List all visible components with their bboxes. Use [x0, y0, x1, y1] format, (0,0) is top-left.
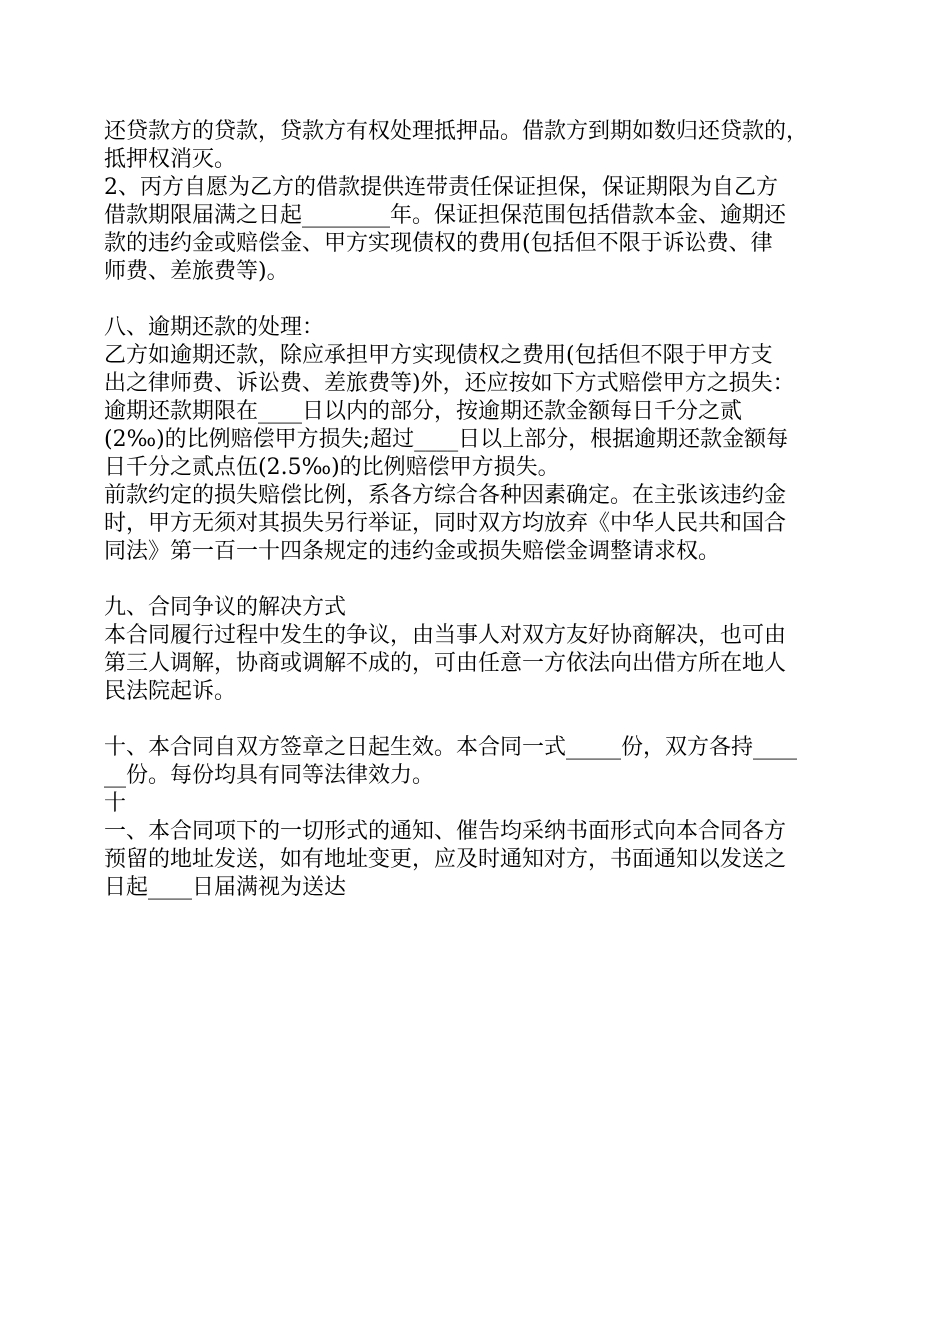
- paragraph-repayment-mortgage: [104, 118, 864, 174]
- paragraph-spacer: [104, 566, 864, 594]
- text-line: 预留的地址发送，如有地址变更，应及时通知对方，书面通知以发送之: [104, 847, 787, 872]
- text-line: 十: [104, 791, 127, 816]
- text-line: 时，甲方无须对其损失另行举证，同时双方均放弃《中华人民共和国合: [104, 511, 787, 536]
- text-line: 乙方如逾期还款，除应承担甲方实现债权之费用(包括但不限于甲方支: [104, 343, 773, 368]
- text-line: 还贷款方的贷款，贷款方有权处理抵押品。借款方到期如数归还贷款的，: [104, 119, 809, 144]
- text-line: 借款期限届满之日起________年。保证担保范围包括借款本金、逾期还: [104, 203, 787, 228]
- text-line: 师费、差旅费等)。: [104, 259, 289, 284]
- text-line: 日千分之贰点伍(2.5‰)的比例赔偿甲方损失。: [104, 455, 560, 480]
- text-line: 第三人调解，协商或调解不成的，可由任意一方依法向出借方所在地人: [104, 651, 787, 676]
- text-line: 款的违约金或赔偿金、甲方实现债权的费用(包括但不限于诉讼费、律: [104, 231, 773, 256]
- text-line: 一、本合同项下的一切形式的通知、催告均采纳书面形式向本合同各方: [104, 819, 787, 844]
- section-heading: 九、合同争议的解决方式: [104, 595, 347, 620]
- text-line: 民法院起诉。: [104, 679, 237, 704]
- text-line: 日起____日届满视为送达: [104, 875, 347, 900]
- section-overdue-repayment: [104, 314, 864, 566]
- section-dispute-resolution: [104, 594, 864, 706]
- text-line: 出之律师费、诉讼费、差旅费等)外，还应按如下方式赔偿甲方之损失：: [104, 371, 795, 396]
- text-line: 抵押权消灭。: [104, 147, 237, 172]
- paragraph-guarantee: [104, 174, 864, 286]
- section-heading: 八、逾期还款的处理：: [104, 315, 325, 340]
- text-line: 同法》第一百一十四条规定的违约金或损失赔偿金调整请求权。: [104, 539, 721, 564]
- document-body: [104, 118, 864, 902]
- text-line: 前款约定的损失赔偿比例，系各方综合各种因素确定。在主张该违约金: [104, 483, 787, 508]
- text-line: 逾期还款期限在____日以内的部分，按逾期还款金额每日千分之贰: [104, 399, 743, 424]
- paragraph-spacer: [104, 286, 864, 314]
- text-line: 十、本合同自双方签章之日起生效。本合同一式_____份，双方各持____: [104, 735, 798, 760]
- text-line: 2、丙方自愿为乙方的借款提供连带责任保证担保，保证期限为自乙方: [104, 175, 778, 200]
- text-line: __份。每份均具有同等法律效力。: [104, 763, 435, 788]
- paragraph-spacer: [104, 706, 864, 734]
- text-line: 本合同履行过程中发生的争议，由当事人对双方友好协商解决，也可由: [104, 623, 787, 648]
- section-effectiveness-notice: [104, 734, 864, 902]
- text-line: (2‰)的比例赔偿甲方损失;超过____日以上部分，根据逾期还款金额每: [104, 427, 789, 452]
